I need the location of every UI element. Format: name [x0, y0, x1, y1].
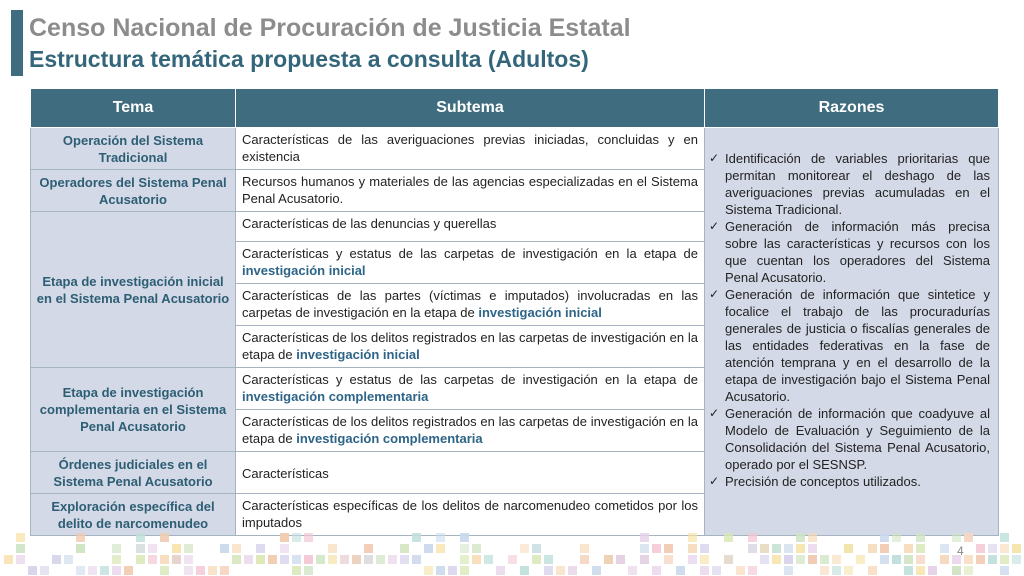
reason-item: ✓ Generación de información que coadyuve al Modelo de Evaluación y Seguimiento de la Consolidación del Sistema Penal Acusatorio, operado por el SESNSP. — [709, 406, 990, 472]
decorative-square — [688, 555, 697, 564]
decorative-square — [460, 533, 469, 542]
decorative-square — [904, 566, 913, 575]
decorative-square — [964, 566, 973, 575]
decorative-square — [424, 566, 433, 575]
decorative-square — [832, 566, 841, 575]
decorative-square — [328, 544, 337, 553]
decorative-square — [820, 555, 829, 564]
decorative-square — [988, 555, 997, 564]
title-accent-bar — [11, 10, 23, 76]
reason-item: ✓ Precisión de conceptos utilizados. — [709, 474, 921, 489]
decorative-square — [208, 566, 217, 575]
decorative-square — [628, 566, 637, 575]
decorative-square — [532, 544, 541, 553]
decorative-square — [220, 544, 229, 553]
subtema-cell: Características de los delitos registrados en las carpetas de investigación en la etapa de investigación inicial — [236, 326, 705, 368]
decorative-square — [340, 555, 349, 564]
decorative-square — [544, 555, 553, 564]
decorative-square — [448, 566, 457, 575]
tema-cell: Etapa de investigación complementaria en el Sistema Penal Acusatorio — [31, 368, 236, 452]
page-number: 4 — [957, 544, 964, 558]
decorative-square — [520, 544, 529, 553]
decorative-square — [772, 555, 781, 564]
slide-subtitle: Estructura temática propuesta a consulta (Adultos) — [29, 46, 589, 72]
decorative-square — [688, 544, 697, 553]
subtema-cell: Recursos humanos y materiales de las agencias especializadas en el Sistema Penal Acusatorio. — [236, 170, 705, 212]
decorative-square — [400, 555, 409, 564]
decorative-square — [76, 566, 85, 575]
decorative-square — [88, 566, 97, 575]
decorative-square — [400, 544, 409, 553]
decorative-square — [544, 566, 553, 575]
decorative-square — [652, 566, 661, 575]
decorative-square — [160, 566, 169, 575]
decorative-square — [160, 555, 169, 564]
decorative-square — [112, 544, 121, 553]
decorative-square — [904, 544, 913, 553]
decorative-square — [928, 566, 937, 575]
decorative-square — [76, 544, 85, 553]
decorative-square — [460, 566, 469, 575]
decorative-square — [1000, 544, 1009, 553]
decorative-square — [316, 555, 325, 564]
decorative-square — [232, 555, 241, 564]
decorative-square — [808, 533, 817, 542]
decorative-square — [748, 544, 757, 553]
decorative-square — [592, 566, 601, 575]
subtema-cell: Características y estatus de las carpetas de investigación en la etapa de investigación complementaria — [236, 368, 705, 410]
decorative-square — [280, 555, 289, 564]
decorative-square — [712, 566, 721, 575]
decorative-square — [352, 555, 361, 564]
subtema-cell: Características de las partes (víctimas e imputados) involucradas en las carpetas de investigación en la etapa de investigación inicial — [236, 284, 705, 326]
decorative-square — [976, 555, 985, 564]
table-row — [31, 128, 999, 170]
decorative-square — [184, 566, 193, 575]
decorative-square — [844, 566, 853, 575]
decorative-square — [64, 555, 73, 564]
decorative-square — [436, 566, 445, 575]
decorative-square — [196, 566, 205, 575]
decorative-square — [520, 566, 529, 575]
subtema-highlight: investigación inicial — [296, 347, 420, 362]
header-razones: Razones — [705, 89, 999, 128]
tema-cell: Órdenes judiciales en el Sistema Penal Acusatorio — [31, 452, 236, 494]
decorative-square — [892, 555, 901, 564]
decorative-square — [772, 544, 781, 553]
decorative-square — [232, 544, 241, 553]
decorative-square — [664, 555, 673, 564]
decorative-square — [952, 566, 961, 575]
decorative-square — [256, 555, 265, 564]
decorative-square — [364, 555, 373, 564]
decorative-square — [784, 566, 793, 575]
decorative-square — [508, 555, 517, 564]
decorative-square — [724, 555, 733, 564]
decorative-square — [304, 555, 313, 564]
check-icon: ✓ — [709, 474, 720, 488]
decorative-square — [1000, 533, 1009, 542]
decorative-square — [832, 555, 841, 564]
decorative-square — [892, 533, 901, 542]
decorative-square — [568, 566, 577, 575]
decorative-square — [460, 544, 469, 553]
decorative-square — [256, 544, 265, 553]
decorative-square — [4, 555, 13, 564]
decorative-square — [148, 555, 157, 564]
decorative-square — [292, 555, 301, 564]
decorative-square — [136, 533, 145, 542]
decorative-square — [664, 544, 673, 553]
decorative-square — [676, 566, 685, 575]
decorative-square — [532, 555, 541, 564]
subtema-highlight: investigación inicial — [242, 263, 366, 278]
subtema-highlight: investigación complementaria — [296, 431, 483, 446]
decorative-square — [616, 555, 625, 564]
decorative-square — [700, 555, 709, 564]
decorative-square — [412, 555, 421, 564]
decorative-square — [376, 555, 385, 564]
decorative-square — [148, 544, 157, 553]
check-icon: ✓ — [709, 287, 720, 301]
decorative-square — [124, 566, 133, 575]
decorative-square — [1000, 566, 1009, 575]
decorative-square — [688, 533, 697, 542]
decorative-square — [604, 555, 613, 564]
subtema-cell: Características — [236, 452, 705, 494]
decorative-square — [640, 544, 649, 553]
decorative-square — [220, 566, 229, 575]
subtema-cell: Características de los delitos registrados en las carpetas de investigación en la etapa de investigación complementaria — [236, 410, 705, 452]
decorative-square — [904, 555, 913, 564]
decorative-square — [460, 555, 469, 564]
decorative-square — [28, 566, 37, 575]
decorative-square — [916, 544, 925, 553]
subtema-highlight: investigación complementaria — [242, 389, 429, 404]
decorative-square — [640, 533, 649, 542]
decorative-square — [172, 555, 181, 564]
decorative-square — [136, 544, 145, 553]
reason-item: ✓ Generación de información que sintetice y focalice el trabajo de las procuradurías generales de justicia o fiscalías generales de las entidades federativas en la fase de atención temprana y en el desarrollo de la etapa de investigación bajo el Sistema Penal Acusatorio. — [709, 287, 990, 404]
tema-cell: Etapa de investigación inicial en el Sistema Penal Acusatorio — [31, 212, 236, 368]
decorative-square — [436, 544, 445, 553]
decorative-square — [916, 533, 925, 542]
decorative-square — [112, 566, 121, 575]
decorative-square — [16, 533, 25, 542]
reason-item: ✓ Generación de información más precisa sobre las características y recursos con los que cuentan los operadores del Sistema Penal Acusatorio. — [709, 219, 990, 285]
decorative-square — [736, 566, 745, 575]
subtema-cell: Características y estatus de las carpetas de investigación en la etapa de investigación inicial — [236, 242, 705, 284]
decorative-square — [556, 566, 565, 575]
decorative-square — [136, 555, 145, 564]
decorative-square — [280, 544, 289, 553]
decorative-square — [796, 533, 805, 542]
decorative-square — [916, 555, 925, 564]
decorative-square — [40, 566, 49, 575]
decorative-square — [880, 533, 889, 542]
decorative-square — [724, 533, 733, 542]
decorative-square — [472, 555, 481, 564]
decorative-square — [268, 555, 277, 564]
decorative-square — [916, 566, 925, 575]
decorative-square — [1000, 555, 1009, 564]
decorative-square — [964, 533, 973, 542]
header-tema: Tema — [31, 89, 236, 128]
decorative-square — [388, 555, 397, 564]
decorative-square — [1012, 544, 1021, 553]
tema-cell: Exploración específica del delito de narcomenudeo — [31, 494, 236, 536]
decorative-square — [484, 555, 493, 564]
decorative-square — [868, 544, 877, 553]
decorative-square — [328, 555, 337, 564]
decorative-square — [52, 555, 61, 564]
decorative-squares-footer — [0, 530, 1024, 576]
decorative-square — [844, 544, 853, 553]
decorative-square — [292, 533, 301, 542]
decorative-square — [820, 566, 829, 575]
header-subtema: Subtema — [236, 89, 705, 128]
subtema-cell: Características de las averiguaciones previas iniciadas, concluidas y en existencia — [236, 128, 705, 170]
reason-item: ✓ Identificación de variables prioritarias que permitan monitorear el deshago de las averiguaciones previas acumuladas en el Sistema Tradicional. — [709, 151, 990, 217]
decorative-square — [112, 555, 121, 564]
decorative-square — [964, 555, 973, 564]
decorative-square — [784, 544, 793, 553]
decorative-square — [436, 533, 445, 542]
check-icon: ✓ — [709, 151, 720, 165]
decorative-square — [76, 533, 85, 542]
decorative-square — [292, 566, 301, 575]
decorative-square — [16, 555, 25, 564]
decorative-square — [952, 533, 961, 542]
decorative-square — [796, 544, 805, 553]
decorative-square — [244, 555, 253, 564]
decorative-square — [748, 533, 757, 542]
decorative-square — [580, 555, 589, 564]
table-header-row — [31, 89, 999, 128]
decorative-square — [1012, 555, 1021, 564]
decorative-square — [940, 544, 949, 553]
decorative-square — [304, 566, 313, 575]
decorative-square — [988, 544, 997, 553]
reasons-list — [709, 150, 990, 490]
decorative-square — [640, 555, 649, 564]
decorative-square — [856, 555, 865, 564]
slide-title: Censo Nacional de Procuración de Justicia Estatal — [29, 14, 631, 42]
decorative-square — [880, 555, 889, 564]
decorative-square — [100, 566, 109, 575]
check-icon: ✓ — [709, 219, 720, 233]
decorative-square — [700, 566, 709, 575]
decorative-square — [760, 555, 769, 564]
decorative-square — [304, 533, 313, 542]
decorative-square — [364, 544, 373, 553]
decorative-square — [760, 544, 769, 553]
check-icon: ✓ — [709, 406, 720, 420]
decorative-square — [808, 555, 817, 564]
decorative-square — [784, 555, 793, 564]
subtema-cell: Características específicas de los delitos de narcomenudeo cometidos por los imputados — [236, 494, 705, 536]
decorative-square — [976, 544, 985, 553]
tema-cell: Operadores del Sistema Penal Acusatorio — [31, 170, 236, 212]
decorative-square — [880, 544, 889, 553]
decorative-square — [868, 566, 877, 575]
razones-cell — [705, 128, 999, 536]
decorative-square — [652, 544, 661, 553]
tema-cell: Operación del Sistema Tradicional — [31, 128, 236, 170]
decorative-square — [796, 555, 805, 564]
decorative-square — [580, 544, 589, 553]
decorative-square — [412, 533, 421, 542]
decorative-square — [940, 555, 949, 564]
decorative-square — [184, 544, 193, 553]
topics-table — [30, 88, 999, 536]
subtema-highlight: investigación inicial — [478, 305, 602, 320]
decorative-square — [172, 544, 181, 553]
decorative-square — [496, 566, 505, 575]
decorative-square — [472, 544, 481, 553]
decorative-square — [808, 544, 817, 553]
decorative-square — [700, 544, 709, 553]
decorative-square — [748, 566, 757, 575]
decorative-square — [184, 555, 193, 564]
subtema-cell: Características de las denuncias y querellas — [236, 212, 705, 242]
decorative-square — [16, 544, 25, 553]
decorative-square — [160, 533, 169, 542]
decorative-square — [280, 533, 289, 542]
decorative-square — [424, 544, 433, 553]
